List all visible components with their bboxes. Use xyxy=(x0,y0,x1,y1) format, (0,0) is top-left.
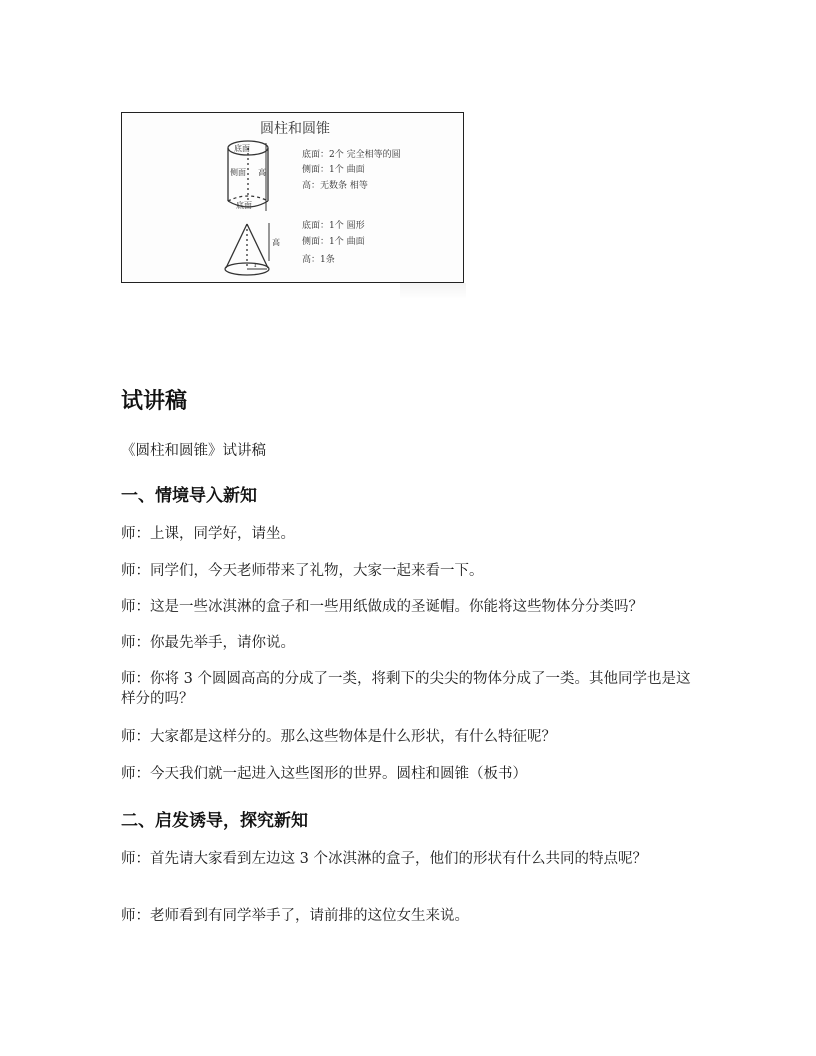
paragraph: 师：这是一些冰淇淋的盒子和一些用纸做成的圣诞帽。你能将这些物体分分类吗？ xyxy=(121,599,643,615)
cyl-note-label-1: 底面： xyxy=(302,150,330,160)
svg-text:高：无数条 相等 xyxy=(302,179,368,191)
cone-note-value-3: 1条 xyxy=(320,255,335,265)
cone-note-label-1: 底面： xyxy=(302,221,330,231)
cyl-note-label-2: 侧面： xyxy=(302,165,330,175)
cone-drawing xyxy=(225,223,269,275)
cylinder-bottom-label: 底面 xyxy=(236,201,252,210)
section-heading-2: 二、启发诱导，探究新知 xyxy=(121,811,308,831)
paragraph: 师：首先请大家看到左边这 3 个冰淇淋的盒子，他们的形状有什么共同的特点呢？ xyxy=(121,851,647,867)
scan-shadow xyxy=(400,283,466,299)
paragraph: 师：同学们，今天老师带来了礼物，大家一起来看一下。 xyxy=(121,563,484,579)
document-subtitle: 《圆柱和圆锥》试讲稿 xyxy=(121,443,266,459)
board-sketch-image xyxy=(121,112,464,283)
cone-note-label-3: 高： xyxy=(302,255,321,265)
cyl-note-value-1: 2个 完全相等的圆 xyxy=(329,150,401,160)
paragraph: 师：大家都是这样分的。那么这些物体是什么形状，有什么特征呢？ xyxy=(121,729,556,745)
paragraph: 师：你最先举手，请你说。 xyxy=(121,635,295,651)
cone-left-edge xyxy=(226,224,247,268)
svg-text:侧面：1个 曲面 xyxy=(302,163,365,175)
svg-text:底面：2个 完全相等的圆 xyxy=(302,148,401,160)
cone-height-label: 高 xyxy=(272,238,280,247)
cone-radius-label: r xyxy=(254,261,258,269)
cone-note-value-1: 1个 圆形 xyxy=(329,221,365,231)
paragraph: 师：上课，同学好，请坐。 xyxy=(121,526,295,542)
cylinder-top-label: 底面 xyxy=(234,144,250,153)
document-title: 试讲稿 xyxy=(121,389,188,414)
svg-text:底面：1个 圆形 xyxy=(302,219,365,231)
board-title: 圆柱和圆锥 xyxy=(260,121,330,137)
cyl-note-label-3: 高： xyxy=(302,181,321,191)
paragraph: 师：老师看到有同学举手了，请前排的这位女生来说。 xyxy=(121,908,469,924)
paragraph: 师：你将 3 个圆圆高高的分成了一类，将剩下的尖尖的物体分成了一类。其他同学也是这样分的吗？ xyxy=(121,671,691,707)
cylinder-notes xyxy=(302,148,401,191)
cyl-note-value-3: 无数条 相等 xyxy=(320,181,368,191)
svg-text:侧面：1个 曲面 xyxy=(302,235,365,247)
cylinder-side-label: 侧面 xyxy=(230,168,246,177)
svg-text:高：1条 xyxy=(302,253,335,265)
board-sketch-svg xyxy=(122,113,465,284)
paragraph: 师：今天我们就一起进入这些图形的世界。圆柱和圆锥（板书） xyxy=(121,766,527,782)
cone-note-label-2: 侧面： xyxy=(302,237,330,247)
cyl-note-value-2: 1个 曲面 xyxy=(329,165,365,175)
section-heading-1: 一、情境导入新知 xyxy=(121,486,257,506)
cone-notes xyxy=(302,219,365,265)
cylinder-height-label: 高 xyxy=(258,168,266,177)
cone-right-edge xyxy=(247,224,268,268)
cone-note-value-2: 1个 曲面 xyxy=(329,237,365,247)
